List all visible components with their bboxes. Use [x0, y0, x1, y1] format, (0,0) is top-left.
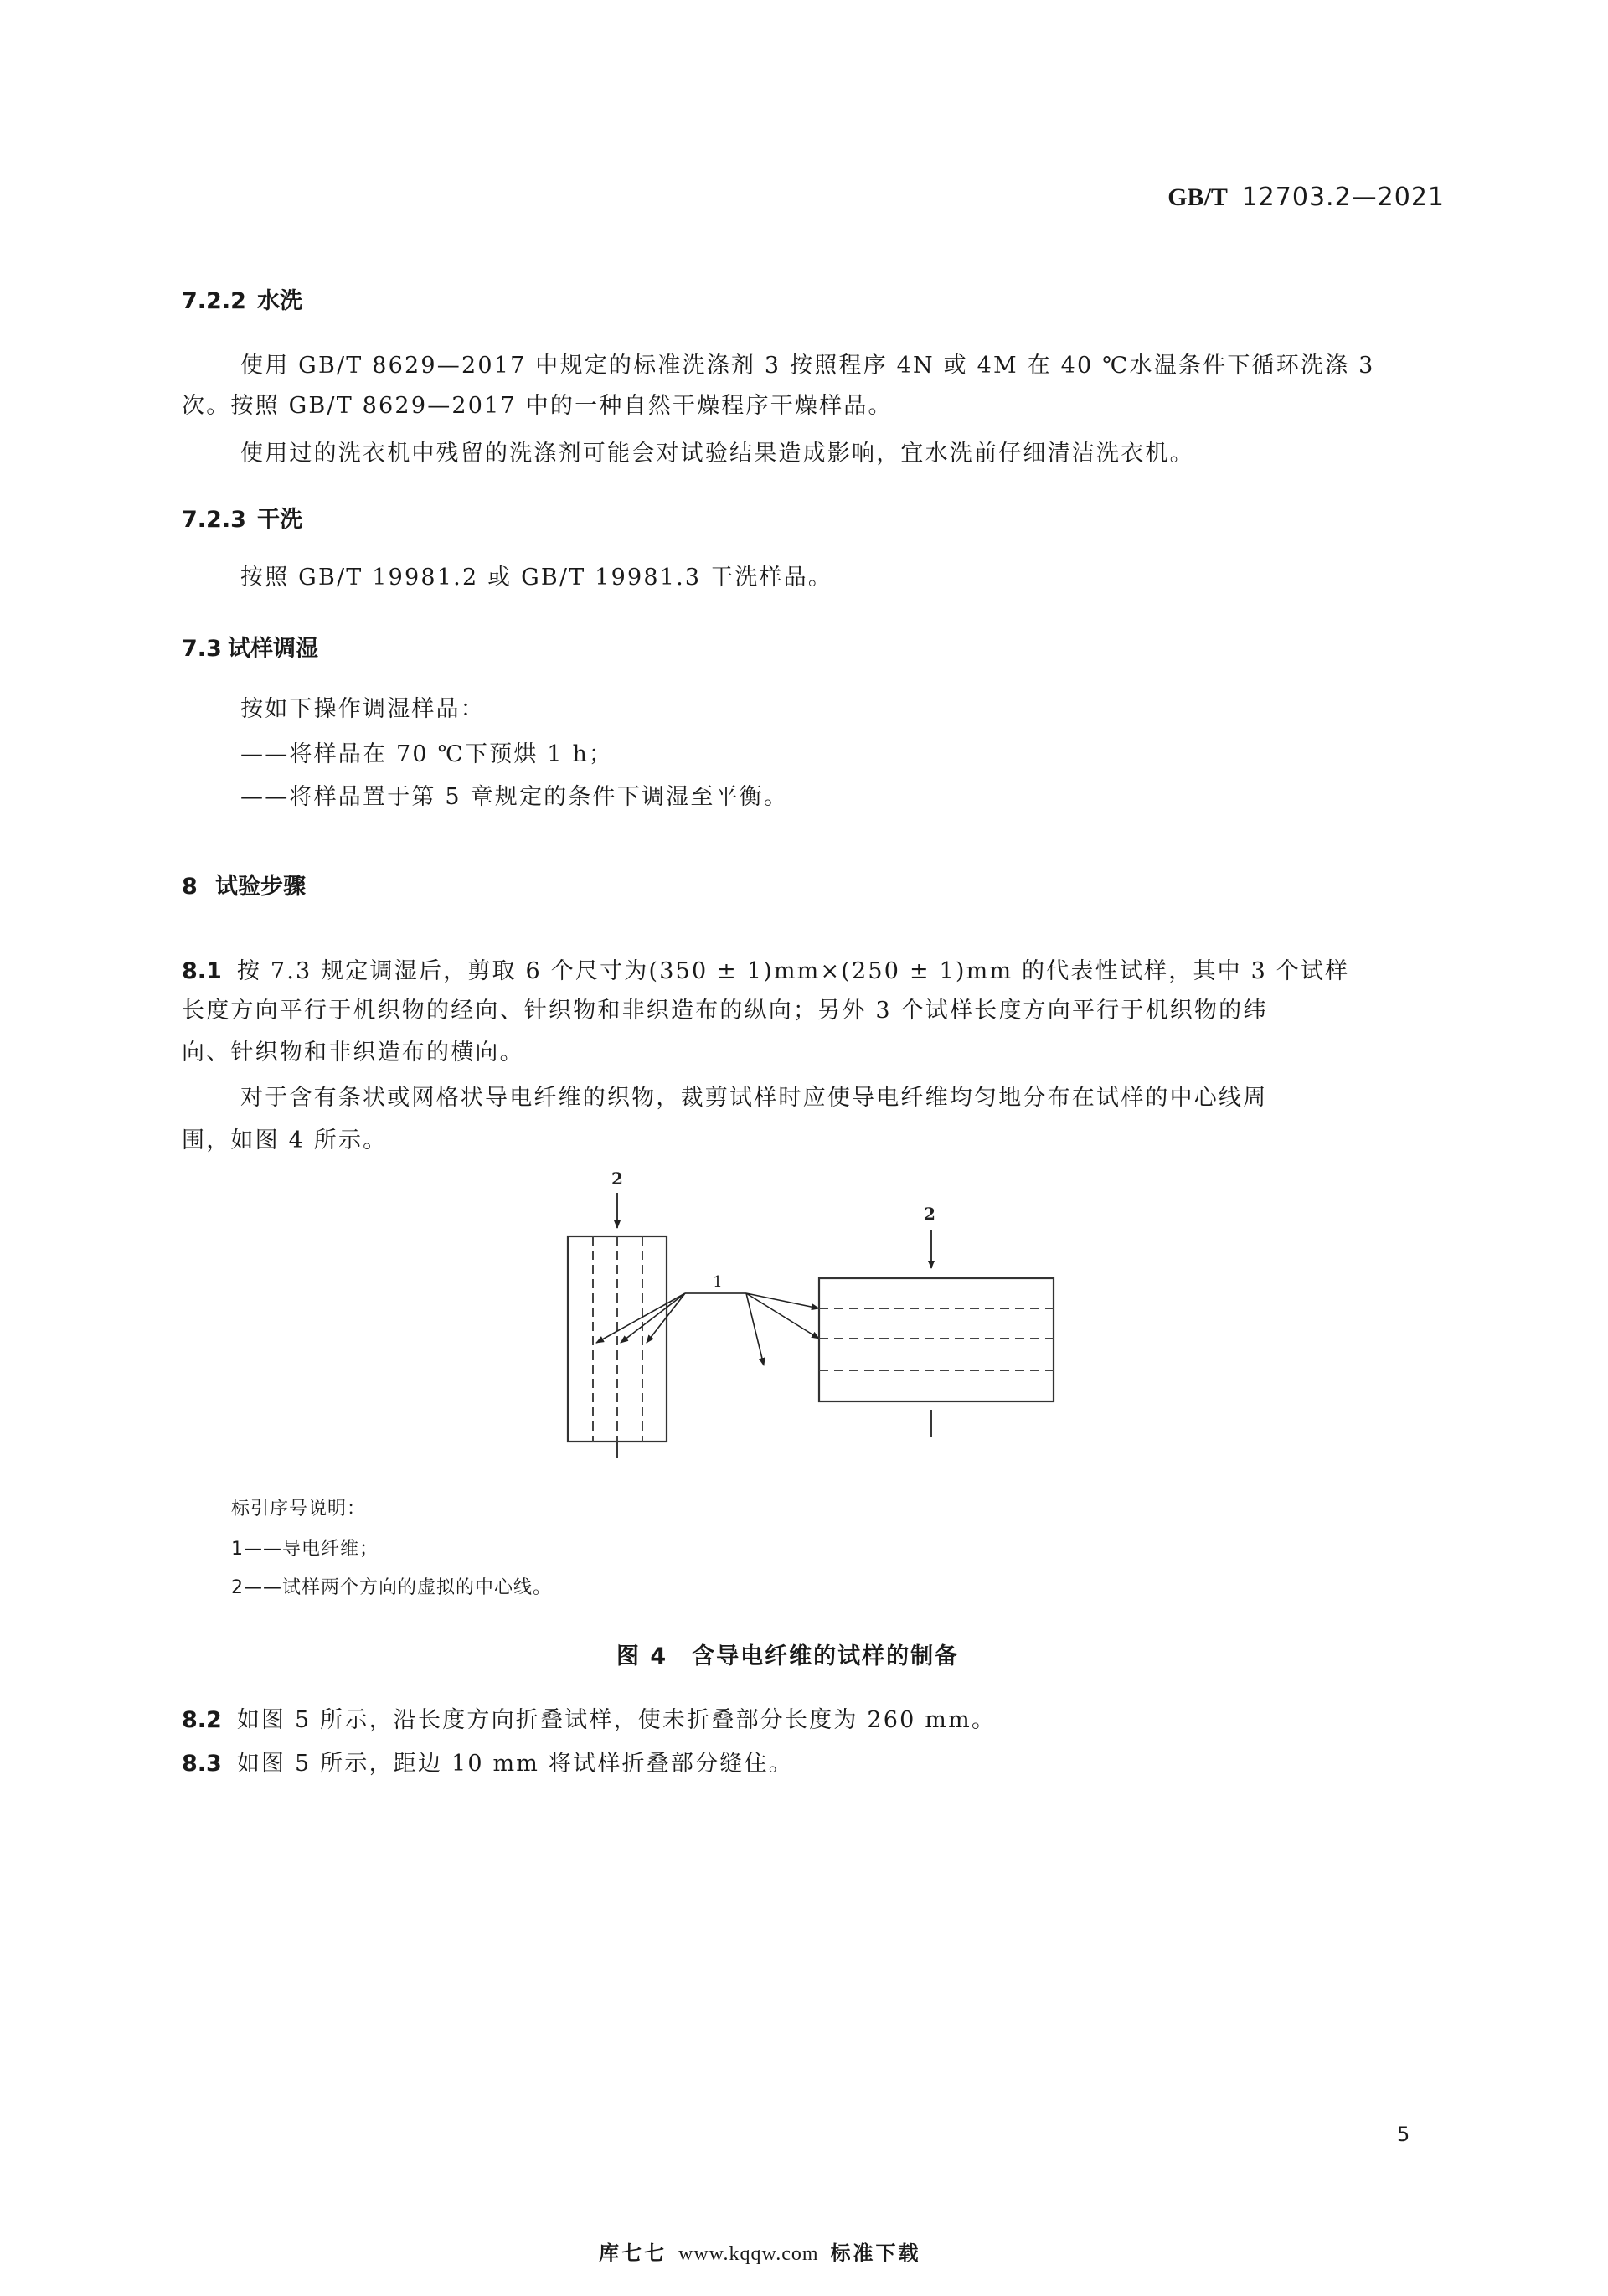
figure-4-caption: 图 4 含导电纤维的试样的制备 — [616, 1643, 960, 1669]
paragraph-7-2-3: 按照 GB/T 19981.2 或 GB/T 19981.3 干洗样品。 — [240, 565, 833, 591]
list-item-7-3-2: ——将样品置于第 5 章规定的条件下调湿至平衡。 — [240, 784, 789, 810]
clause-number: 8.3 — [182, 1751, 222, 1777]
section-title: 干洗 — [257, 507, 302, 533]
left-specimen-rect — [568, 1193, 667, 1458]
paragraph-7-2-2-line-1: 使用 GB/T 8629—2017 中规定的标准洗涤剂 3 按照程序 4N 或 4M 在 40 ℃水温条件下循环洗涤 3 — [240, 353, 1375, 379]
figure-legend-title: 标引序号说明： — [231, 1499, 367, 1519]
section-title: 水洗 — [257, 288, 302, 314]
footer-url-link[interactable]: www.kqqw.com — [678, 2243, 819, 2265]
paragraph-7-3-intro: 按如下操作调湿样品： — [240, 696, 485, 722]
paragraph-8-1-para2-line-2: 围，如图 4 所示。 — [182, 1127, 388, 1153]
clause-number: 8.2 — [182, 1707, 222, 1733]
section-number: 7.3 — [182, 636, 222, 662]
right-specimen-rect — [819, 1230, 1054, 1437]
paragraph-7-2-2-line-2: 次。按照 GB/T 8629—2017 中的一种自然干燥程序干燥样品。 — [182, 393, 893, 419]
figure-label-1: 1 — [713, 1273, 723, 1291]
clause-text: 如图 5 所示，距边 10 mm 将试样折叠部分缝住。 — [236, 1751, 793, 1777]
list-item-7-3-1: ——将样品在 70 ℃下预烘 1 h； — [240, 741, 614, 767]
clause-text: 如图 5 所示，沿长度方向折叠试样，使未折叠部分长度为 260 mm。 — [236, 1707, 997, 1733]
conductive-fiber-leader — [596, 1293, 819, 1365]
paragraph-8-2 — [182, 1701, 996, 1734]
paragraph-8-1-para2-line-1: 对于含有条状或网格状导电纤维的织物，裁剪试样时应使导电纤维均匀地分布在试样的中心线周 — [240, 1085, 1268, 1111]
figure-label-2-left: 2 — [611, 1169, 623, 1189]
section-number: 7.2.3 — [182, 507, 246, 533]
section-number: 7.2.2 — [182, 288, 246, 314]
figure-legend-item-2: 2——试样两个方向的虚拟的中心线。 — [231, 1577, 552, 1598]
section-title: 试样调湿 — [228, 636, 318, 662]
page-number: 5 — [1397, 2123, 1410, 2146]
paragraph-7-2-2-note: 使用过的洗衣机中残留的洗涤剂可能会对试验结果造成影响，宜水洗前仔细清洁洗衣机。 — [240, 441, 1194, 467]
paragraph-8-3 — [182, 1745, 793, 1777]
figure-legend-item-1: 1——导电纤维； — [231, 1539, 379, 1560]
paragraph-8-1-line-2: 长度方向平行于机织物的经向、针织物和非织造布的纵向；另外 3 个试样长度方向平行于机织物的纬 — [182, 998, 1268, 1024]
section-number: 8 — [182, 874, 198, 900]
section-title: 试验步骤 — [215, 874, 306, 900]
standard-number: 12703.2—2021 — [1241, 183, 1445, 212]
figure-label-2-right: 2 — [924, 1204, 935, 1224]
clause-number: 8.1 — [182, 958, 222, 984]
footer-watermark — [599, 2237, 921, 2266]
footer-tagline: 标准下载 — [830, 2242, 921, 2265]
clause-text: 按 7.3 规定调湿后，剪取 6 个尺寸为(350 ± 1)mm×(250 ± 1)mm 的代表性试样，其中 3 个试样 — [236, 958, 1350, 984]
standard-code: GB/T — [1167, 183, 1228, 211]
footer-site-name: 库七七 — [599, 2242, 667, 2265]
paragraph-8-1-line-3: 向、针织物和非织造布的横向。 — [182, 1040, 524, 1065]
